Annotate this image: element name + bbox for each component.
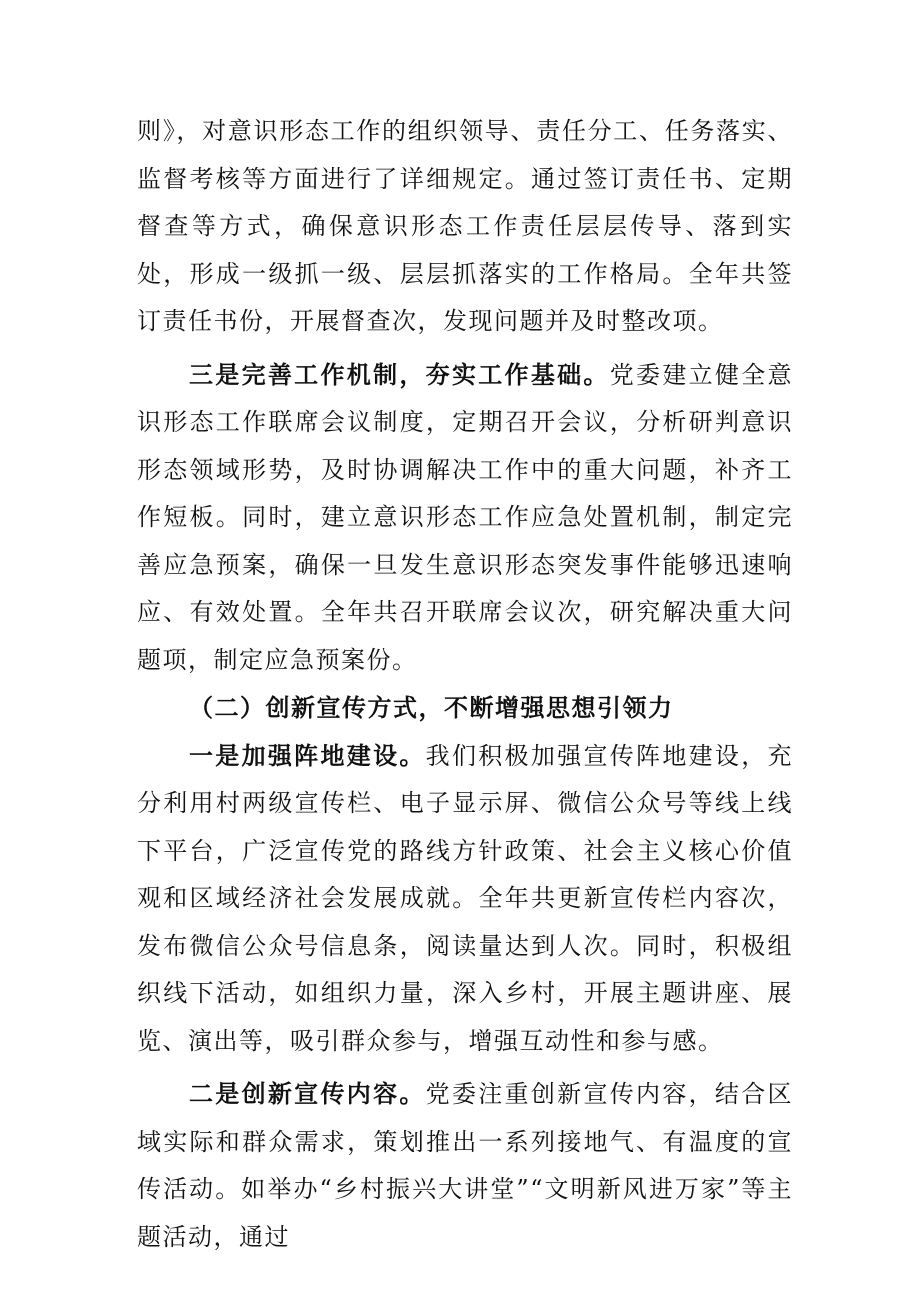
paragraph-mechanism (137, 351, 793, 685)
paragraph-text: 党委建立健全意识形态工作联席会议制度，定期召开会议，分析研判意识形态领域形势，及时协调解决工作中的重大问题，补齐工作短板。同时，建立意识形态工作应急处置机制，制定完善应急预案，确保一旦发生意识形态突发事件能够迅速响应、有效处置。全年共召开联席会议次，研究解决重大问题项，制定应急预案份。 (137, 360, 794, 674)
paragraph-text: 党委注重创新宣传内容，结合区域实际和群众需求，策划推出一系列接地气、有温度的宣传活动。如举办“乡村振兴大讲堂”“文明新风进万家”等主题活动，通过 (137, 1080, 794, 1251)
document-body (137, 108, 793, 1261)
section-heading: （二）创新宣传方式，不断增强思想引领力 (189, 693, 674, 722)
paragraph-text: 则》，对意识形态工作的组织领导、责任分工、任务落实、监督考核等方面进行了详细规定。通过签订责任书、定期督查等方式，确保意识形态工作责任层层传导、落到实处，形成一级抓一级、层层抓落实的工作格局。全年共签订责任书份，开展督查次，发现问题并及时整改项。 (137, 117, 793, 335)
paragraph-lead: 一是加强阵地建设。 (189, 740, 426, 770)
paragraph-content-innovation (137, 1070, 793, 1261)
paragraph-lead: 二是创新宣传内容。 (189, 1079, 426, 1108)
paragraph-lead: 三是完善工作机制，夯实工作基础。 (189, 359, 610, 389)
paragraph-positions (137, 732, 793, 1066)
paragraph-responsibility (137, 108, 793, 346)
paragraph-text: 我们积极加强宣传阵地建设，充分利用村两级宣传栏、电子显示屏、微信公众号等线上线下平台，广泛宣传党的路线方针政策、社会主义核心价值观和区域经济社会发展成就。全年共更新宣传栏内容次，发布微信公众号信息条，阅读量达到人次。同时，积极组织线下活动，如组织力量，深入乡村，开展主题讲座、展览、演出等，吸引群众参与，增强互动性和参与感。 (137, 741, 794, 1055)
